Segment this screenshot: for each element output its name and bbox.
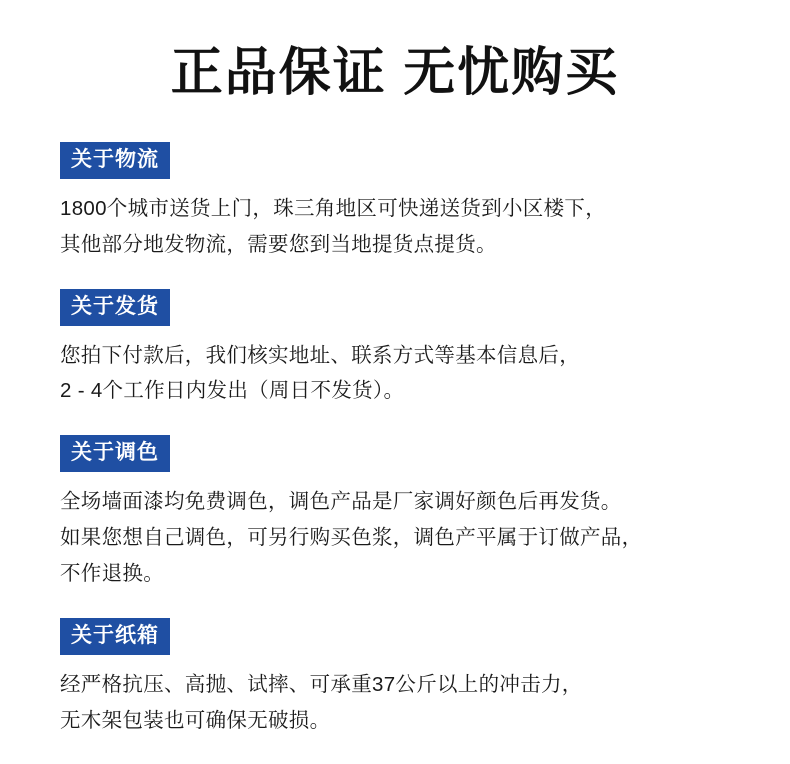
info-sections (60, 142, 730, 739)
section-logistics (60, 142, 730, 263)
section-line: 全场墙面漆均免费调色，调色产品是厂家调好颜色后再发货。 (60, 490, 622, 514)
section-line: 2 - 4个工作日内发出（周日不发货）。 (60, 379, 405, 403)
section-carton (60, 618, 730, 739)
section-line: 您拍下付款后，我们核实地址、联系方式等基本信息后， (60, 343, 580, 367)
section-body-logistics (60, 191, 730, 263)
section-badge-tinting: 关于调色 (60, 435, 170, 472)
page-title: 正品保证 无忧购买 (170, 44, 620, 102)
section-badge-logistics: 关于物流 (60, 142, 170, 179)
section-line: 经严格抗压、高抛、试摔、可承重37公斤以上的冲击力， (60, 672, 583, 696)
section-line: 无木架包装也可确保无破损。 (60, 708, 331, 732)
section-line: 如果您想自己调色，可另行购买色浆，调色产平属于订做产品， (60, 526, 643, 550)
section-tinting (60, 435, 730, 592)
section-line: 1800个城市送货上门，珠三角地区可快递送货到小区楼下， (60, 196, 607, 220)
section-body-shipping (60, 338, 730, 410)
section-line: 不作退换。 (60, 562, 164, 586)
section-badge-shipping: 关于发货 (60, 289, 170, 326)
section-line: 其他部分地发物流，需要您到当地提货点提货。 (60, 232, 497, 256)
section-body-tinting (60, 484, 730, 592)
section-body-carton (60, 667, 730, 739)
section-shipping (60, 289, 730, 410)
section-badge-carton: 关于纸箱 (60, 618, 170, 655)
